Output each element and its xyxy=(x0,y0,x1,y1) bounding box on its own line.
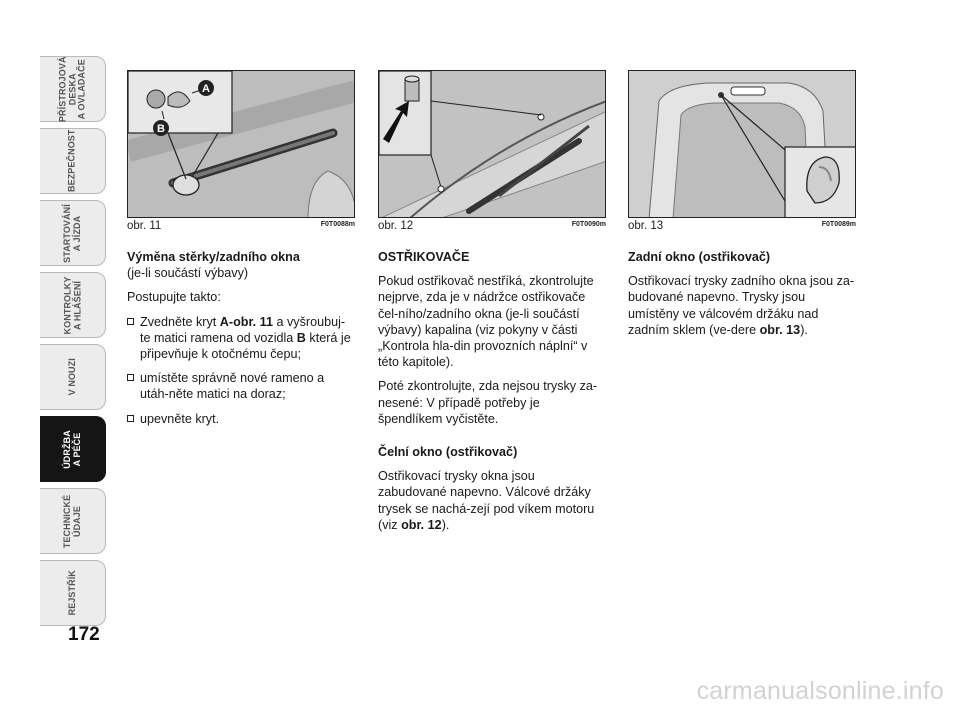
section-subheading: (je-li součástí výbavy) xyxy=(127,266,249,281)
column-wiper-replacement xyxy=(127,249,355,427)
subsection-heading: Čelní okno (ostřikovač) xyxy=(378,445,518,460)
checkbox-bullet-icon xyxy=(127,374,134,381)
figure-code: F0T0090m xyxy=(571,221,606,228)
tab-technicke-udaje[interactable] xyxy=(40,488,106,554)
paragraph: Pokud ostřikovač nestříká, zkontrolujte nejprve, zda je v nádržce ostřikovače čel-ního/zadního okna (je-li součástí výbavy) kapalina (viz pokyny v části „Kontrola hla-din provozních náplní“ v této kapitole). xyxy=(378,274,594,370)
paragraph: Poté zkontrolujte, zda nejsou trysky za-nesené: V případě potřeby je špendlíkem vyčistěte. xyxy=(378,379,598,426)
tab-v-nouzi[interactable] xyxy=(40,344,106,410)
paragraph: Ostřikovací trysky zadního okna jsou za-budované napevno. Trysky jsou umístěny ve válcovém držáku nad zadním sklem (ve-dere obr. 13). xyxy=(628,274,855,337)
figure-label: obr. 13 xyxy=(628,220,664,232)
section-heading: OSTŘIKOVAČE xyxy=(378,250,470,264)
tab-pristrojova-deska[interactable] xyxy=(40,56,106,122)
tab-udrzba-active[interactable] xyxy=(40,416,106,482)
watermark: carmanualsonline.info xyxy=(696,677,944,705)
tab-label: ÚDRŽBA A PÉČE xyxy=(61,429,82,469)
tab-label: V NOUZI xyxy=(66,358,77,396)
tab-startovani[interactable] xyxy=(40,200,106,266)
checkbox-bullet-icon xyxy=(127,318,134,325)
tab-label: BEZPEČNOST xyxy=(66,129,77,193)
tab-bezpecnost[interactable] xyxy=(40,128,106,194)
page-number: 172 xyxy=(68,624,100,645)
figure-13-rear-window xyxy=(628,70,856,218)
figure-label: obr. 11 xyxy=(127,220,162,232)
column-washers xyxy=(378,249,606,533)
figure-code: F0T0089m xyxy=(821,221,856,228)
tab-label: TECHNICKÉ ÚDAJE xyxy=(62,494,82,548)
column-rear-window xyxy=(628,249,856,338)
section-heading: Výměna stěrky/zadního okna xyxy=(127,250,300,264)
checkbox-bullet-icon xyxy=(127,415,134,422)
figure-11-wiper-arm xyxy=(127,70,355,218)
figure-13-caption xyxy=(628,220,856,234)
tab-kontrolky[interactable] xyxy=(40,272,106,338)
figure-12-caption xyxy=(378,220,606,234)
figure-12-washer-nozzles xyxy=(378,70,606,218)
paragraph: Ostřikovací trysky okna jsou zabudované napevno. Válcové držáky trysek se nachá-zejí pod víkem motoru (viz obr. 12). xyxy=(378,469,595,532)
tab-label: REJSTŘÍK xyxy=(66,570,77,616)
list-item: Zvedněte kryt A-obr. 11 a vyšroubuj-te matici ramena od vozidla B která je připevňuje k otočnému čepu; xyxy=(127,314,355,363)
list-item: umístěte správně nové rameno a utáh-něte matici na doraz; xyxy=(127,370,355,402)
callout-b: B xyxy=(157,123,165,135)
callout-a: A xyxy=(202,83,210,95)
list-item: upevněte kryt. xyxy=(127,411,355,427)
tab-rejstrik[interactable] xyxy=(40,560,106,626)
figure-11-caption xyxy=(127,220,355,234)
tab-label: KONTROLKY A HLÁŠENÍ xyxy=(62,276,82,334)
tab-label: STARTOVÁNÍ A JÍZDA xyxy=(61,203,82,263)
section-heading: Zadní okno (ostřikovač) xyxy=(628,250,771,264)
intro-text: Postupujte takto: xyxy=(127,290,221,305)
tab-label: PŘÍSTROJOVÁ DESKA A OVLADAČE xyxy=(57,56,87,122)
figure-label: obr. 12 xyxy=(378,220,414,232)
figure-code: F0T0088m xyxy=(320,221,355,228)
